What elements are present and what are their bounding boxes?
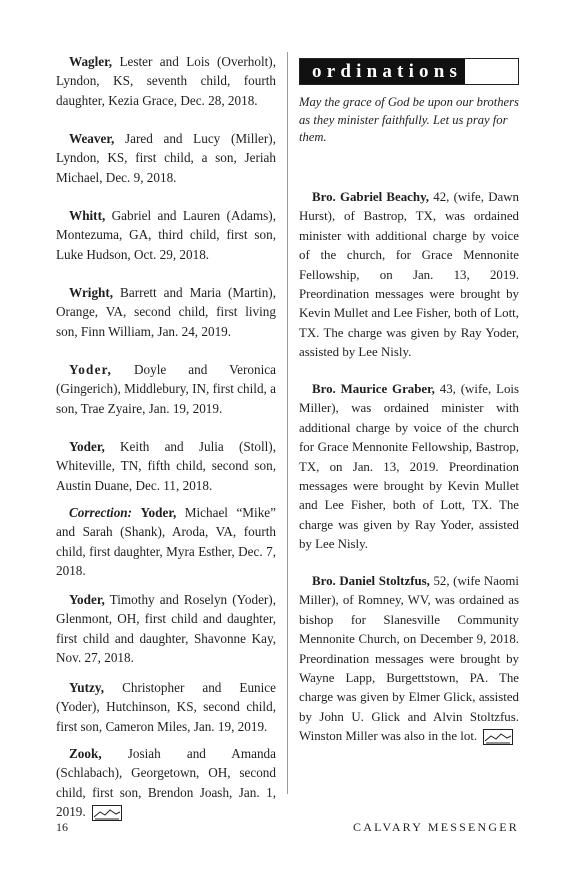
page-number: 16 bbox=[56, 820, 68, 834]
ordination-entry: Bro. Daniel Stoltzfus, 52, (wife Naomi Miller), of Romney, WV, was ordained as bishop for Slanesville Community Mennonite Church, on December 9, 2018. Preordination messages were brought by Wayne Lapp, Burgettstown, PA. The charge was given by Elmer Glick, assisted by John U. Glick and Alvin Stoltzfus. Winston Miller was also in the lot. bbox=[299, 572, 519, 747]
birth-entry: Correction: Yoder, Michael “Mike” and Sarah (Shank), Aroda, VA, fourth child, first daughter, Myra Esther, Dec. 7, 2018. bbox=[56, 505, 276, 579]
birth-entry: Weaver, Jared and Lucy (Miller), Lyndon, KS, first child, a son, Jeriah Michael, Dec. 9, 2018. bbox=[56, 131, 276, 185]
birth-entry: Yutzy, Christopher and Eunice (Yoder), Hutchinson, KS, second child, first son, Cameron Miles, Jan. 19, 2019. bbox=[56, 680, 276, 734]
ordination-entry: Bro. Maurice Graber, 43, (wife, Lois Miller), was ordained minister with additional charge by voice of the church for Grace Mennonite Fellowship, Bastrop, TX, on Jan. 13, 2019. Preordination messages were brought by Kevin Mullet and Lee Fisher, both of Lott, TX. The charge was given by Ray Yoder, assisted by Lee Nisly. bbox=[299, 382, 519, 552]
column-divider bbox=[287, 52, 288, 794]
birth-entry: Wright, Barrett and Maria (Martin), Orange, VA, second child, first living son, Finn William, Jan. 24, 2019. bbox=[56, 285, 276, 339]
birth-entry: Yoder, Keith and Julia (Stoll), Whiteville, TN, fifth child, second son, Austin Duane, Dec. 11, 2018. bbox=[56, 439, 276, 493]
landscape-end-mark-icon bbox=[92, 805, 122, 821]
birth-entry: Yoder, Doyle and Veronica (Gingerich), Middlebury, IN, first child, a son, Trae Zyaire, Jan. 19, 2019. bbox=[56, 362, 276, 416]
ordination-entry: Bro. Gabriel Beachy, 42, (wife, Dawn Hurst), of Bastrop, TX, was ordained minister with additional charge by voice of the church, for Grace Mennonite Fellowship, on Jan. 13, 2019. Preordination messages were brought by Kevin Mullet and Lee Fisher, both of Lott, TX. The charge was given by Ray Yoder, assisted by Lee Nisly. bbox=[299, 190, 519, 360]
landscape-end-mark-icon bbox=[483, 729, 513, 745]
birth-entry: Zook, Josiah and Amanda (Schlabach), Georgetown, OH, second child, first son, Brendon Joash, Jan. 1, 2019. bbox=[56, 746, 276, 820]
ordinations-intro: May the grace of God be upon our brothers as they minister faithfully. Let us pray for them. bbox=[299, 95, 519, 144]
birth-entry: Whitt, Gabriel and Lauren (Adams), Montezuma, GA, third child, first son, Luke Hudson, Oct. 29, 2018. bbox=[56, 208, 276, 262]
magazine-name: CALVARY MESSENGER bbox=[353, 820, 519, 834]
ordinations-header bbox=[299, 58, 519, 85]
section-title: ordinations bbox=[300, 59, 465, 84]
birth-entry: Wagler, Lester and Lois (Overholt), Lyndon, KS, seventh child, fourth daughter, Kezia Grace, Dec. 28, 2018. bbox=[56, 54, 276, 108]
birth-entry: Yoder, Timothy and Roselyn (Yoder), Glenmont, OH, first child and daughter, first child and daughter, Shavonne Kay, Nov. 27, 2018. bbox=[56, 592, 276, 666]
